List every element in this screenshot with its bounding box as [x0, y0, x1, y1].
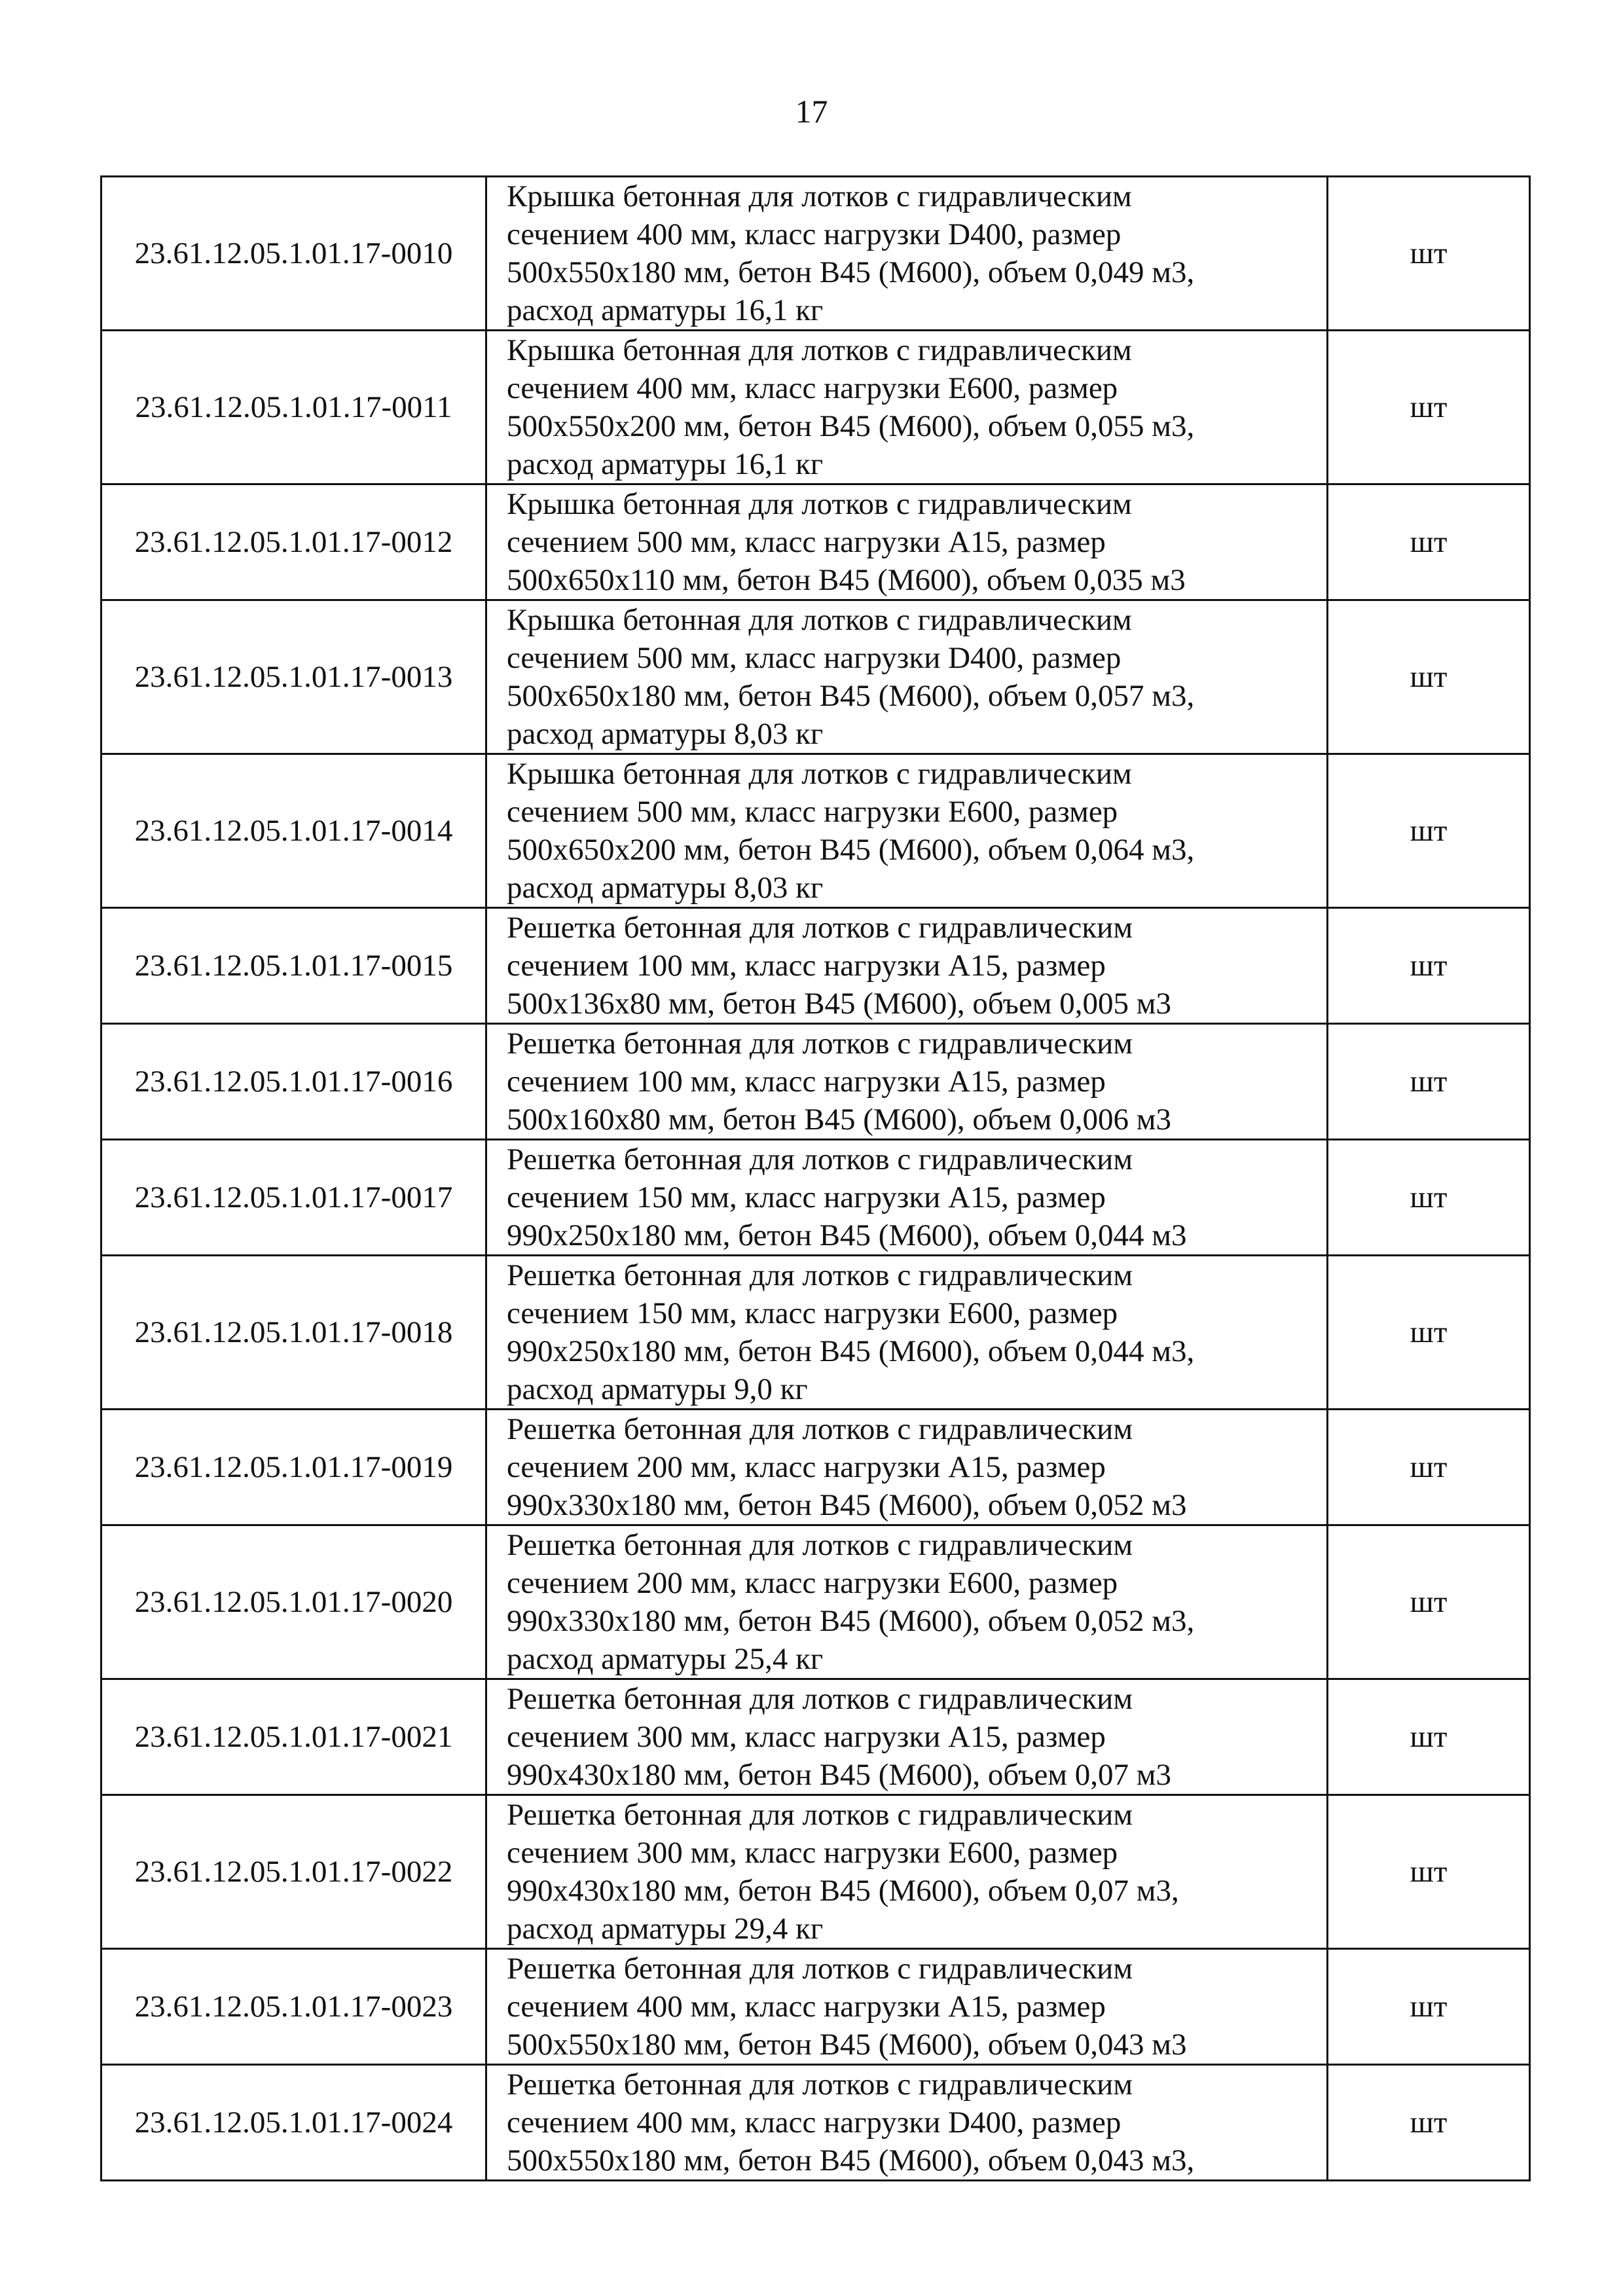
- resource-code: 23.61.12.05.1.01.17-0016: [101, 1024, 486, 1140]
- resource-description: [486, 1256, 1328, 1410]
- resource-code: 23.61.12.05.1.01.17-0020: [101, 1525, 486, 1679]
- table-row: [101, 1024, 1530, 1140]
- resource-code: 23.61.12.05.1.01.17-0011: [101, 331, 486, 484]
- unit-of-measure: шт: [1328, 1140, 1530, 1256]
- unit-of-measure: шт: [1328, 1679, 1530, 1795]
- resource-description: [486, 1525, 1328, 1679]
- description-line: расход арматуры 29,4 кг: [507, 1912, 824, 1946]
- resource-description: [486, 1795, 1328, 1949]
- resource-code: 23.61.12.05.1.01.17-0017: [101, 1140, 486, 1256]
- description-line: 500х550х180 мм, бетон В45 (М600), объем 0,043 м3: [507, 2028, 1187, 2062]
- resource-description: [486, 2065, 1328, 2181]
- unit-of-measure: шт: [1328, 2065, 1530, 2181]
- description-line: Решетка бетонная для лотков с гидравлическим: [507, 1528, 1133, 1562]
- table-body: [101, 177, 1530, 2181]
- resource-description: [486, 1024, 1328, 1140]
- table-row: [101, 484, 1530, 600]
- resource-table: [100, 175, 1531, 2181]
- resource-code: 23.61.12.05.1.01.17-0019: [101, 1410, 486, 1525]
- description-line: 500х160х80 мм, бетон В45 (М600), объем 0,006 м3: [507, 1102, 1172, 1137]
- unit-of-measure: шт: [1328, 1525, 1530, 1679]
- resource-description: [486, 600, 1328, 754]
- description-line: расход арматуры 8,03 кг: [507, 717, 824, 751]
- table-row: [101, 908, 1530, 1024]
- description-line: Решетка бетонная для лотков с гидравлическим: [507, 1258, 1133, 1292]
- resource-code: 23.61.12.05.1.01.17-0022: [101, 1795, 486, 1949]
- description-line: сечением 150 мм, класс нагрузки Е600, размер: [507, 1296, 1118, 1330]
- unit-of-measure: шт: [1328, 177, 1530, 331]
- resource-description: [486, 1679, 1328, 1795]
- description-line: сечением 400 мм, класс нагрузки Е600, размер: [507, 371, 1118, 405]
- description-line: сечением 500 мм, класс нагрузки D400, размер: [507, 641, 1122, 675]
- unit-of-measure: шт: [1328, 1410, 1530, 1525]
- page-number: 17: [795, 93, 828, 130]
- description-line: расход арматуры 9,0 кг: [507, 1372, 808, 1406]
- table-row: [101, 600, 1530, 754]
- description-line: Решетка бетонная для лотков с гидравлическим: [507, 1027, 1133, 1061]
- description-line: сечением 500 мм, класс нагрузки Е600, размер: [507, 795, 1118, 829]
- unit-of-measure: шт: [1328, 1256, 1530, 1410]
- resource-description: [486, 908, 1328, 1024]
- description-line: Крышка бетонная для лотков с гидравлическим: [507, 487, 1132, 521]
- resource-code: 23.61.12.05.1.01.17-0018: [101, 1256, 486, 1410]
- description-line: 500х550х200 мм, бетон В45 (М600), объем 0,055 м3,: [507, 409, 1195, 443]
- description-line: Решетка бетонная для лотков с гидравлическим: [507, 1682, 1133, 1716]
- unit-of-measure: шт: [1328, 600, 1530, 754]
- resource-code: 23.61.12.05.1.01.17-0013: [101, 600, 486, 754]
- description-line: Крышка бетонная для лотков с гидравлическим: [507, 757, 1132, 791]
- unit-of-measure: шт: [1328, 754, 1530, 908]
- table-row: [101, 1256, 1530, 1410]
- resource-description: [486, 1949, 1328, 2065]
- table-row: [101, 1410, 1530, 1525]
- description-line: сечением 100 мм, класс нагрузки А15, размер: [507, 949, 1106, 983]
- description-line: сечением 100 мм, класс нагрузки А15, размер: [507, 1065, 1106, 1099]
- unit-of-measure: шт: [1328, 1949, 1530, 2065]
- description-line: сечением 400 мм, класс нагрузки D400, размер: [507, 2105, 1122, 2140]
- description-line: сечением 150 мм, класс нагрузки А15, размер: [507, 1180, 1106, 1214]
- table-row: [101, 1949, 1530, 2065]
- description-line: 500х550х180 мм, бетон В45 (М600), объем 0,043 м3,: [507, 2143, 1195, 2178]
- table-row: [101, 1140, 1530, 1256]
- description-line: сечением 400 мм, класс нагрузки D400, размер: [507, 217, 1122, 251]
- table-row: [101, 1795, 1530, 1949]
- description-line: Решетка бетонная для лотков с гидравлическим: [507, 1412, 1133, 1446]
- resource-code: 23.61.12.05.1.01.17-0012: [101, 484, 486, 600]
- description-line: Крышка бетонная для лотков с гидравлическим: [507, 603, 1132, 637]
- description-line: сечением 200 мм, класс нагрузки Е600, размер: [507, 1566, 1118, 1600]
- resource-code: 23.61.12.05.1.01.17-0021: [101, 1679, 486, 1795]
- resource-description: [486, 1140, 1328, 1256]
- description-line: расход арматуры 16,1 кг: [507, 447, 824, 481]
- description-line: 990х250х180 мм, бетон В45 (М600), объем 0,044 м3: [507, 1218, 1187, 1252]
- description-line: Решетка бетонная для лотков с гидравлическим: [507, 1952, 1133, 1986]
- description-line: сечением 300 мм, класс нагрузки А15, размер: [507, 1720, 1106, 1754]
- unit-of-measure: шт: [1328, 908, 1530, 1024]
- table-row: [101, 331, 1530, 484]
- description-line: 990х330х180 мм, бетон В45 (М600), объем 0,052 м3,: [507, 1604, 1195, 1638]
- resource-code: 23.61.12.05.1.01.17-0023: [101, 1949, 486, 2065]
- resource-code: 23.61.12.05.1.01.17-0015: [101, 908, 486, 1024]
- description-line: 500х550х180 мм, бетон В45 (М600), объем 0,049 м3,: [507, 255, 1195, 289]
- table-row: [101, 1679, 1530, 1795]
- description-line: расход арматуры 16,1 кг: [507, 293, 824, 327]
- resource-description: [486, 1410, 1328, 1525]
- unit-of-measure: шт: [1328, 1795, 1530, 1949]
- table-row: [101, 2065, 1530, 2181]
- resource-code: 23.61.12.05.1.01.17-0014: [101, 754, 486, 908]
- description-line: 500х650х200 мм, бетон В45 (М600), объем 0,064 м3,: [507, 833, 1195, 867]
- description-line: сечением 400 мм, класс нагрузки А15, размер: [507, 1990, 1106, 2024]
- table-row: [101, 754, 1530, 908]
- resource-description: [486, 331, 1328, 484]
- resource-code: 23.61.12.05.1.01.17-0010: [101, 177, 486, 331]
- description-line: 990х430х180 мм, бетон В45 (М600), объем 0,07 м3,: [507, 1874, 1179, 1908]
- description-line: расход арматуры 8,03 кг: [507, 871, 824, 905]
- description-line: Решетка бетонная для лотков с гидравлическим: [507, 2068, 1133, 2102]
- description-line: расход арматуры 25,4 кг: [507, 1642, 824, 1676]
- description-line: 500х136х80 мм, бетон В45 (М600), объем 0,005 м3: [507, 987, 1172, 1021]
- description-line: 500х650х110 мм, бетон В45 (М600), объем 0,035 м3: [507, 563, 1186, 597]
- description-line: Решетка бетонная для лотков с гидравлическим: [507, 1142, 1133, 1176]
- description-line: сечением 200 мм, класс нагрузки А15, размер: [507, 1450, 1106, 1484]
- unit-of-measure: шт: [1328, 484, 1530, 600]
- unit-of-measure: шт: [1328, 331, 1530, 484]
- description-line: 990х430х180 мм, бетон В45 (М600), объем 0,07 м3: [507, 1758, 1172, 1792]
- unit-of-measure: шт: [1328, 1024, 1530, 1140]
- table-row: [101, 1525, 1530, 1679]
- description-line: сечением 500 мм, класс нагрузки А15, размер: [507, 525, 1106, 559]
- description-line: 500х650х180 мм, бетон В45 (М600), объем 0,057 м3,: [507, 679, 1195, 713]
- description-line: Решетка бетонная для лотков с гидравлическим: [507, 1798, 1133, 1832]
- resource-description: [486, 177, 1328, 331]
- description-line: сечением 300 мм, класс нагрузки Е600, размер: [507, 1836, 1118, 1870]
- table-row: [101, 177, 1530, 331]
- description-line: 990х250х180 мм, бетон В45 (М600), объем 0,044 м3,: [507, 1334, 1195, 1368]
- resource-description: [486, 484, 1328, 600]
- description-line: 990х330х180 мм, бетон В45 (М600), объем 0,052 м3: [507, 1488, 1187, 1522]
- description-line: Решетка бетонная для лотков с гидравлическим: [507, 911, 1133, 945]
- description-line: Крышка бетонная для лотков с гидравлическим: [507, 179, 1132, 213]
- resource-code: 23.61.12.05.1.01.17-0024: [101, 2065, 486, 2181]
- description-line: Крышка бетонная для лотков с гидравлическим: [507, 333, 1132, 367]
- resource-description: [486, 754, 1328, 908]
